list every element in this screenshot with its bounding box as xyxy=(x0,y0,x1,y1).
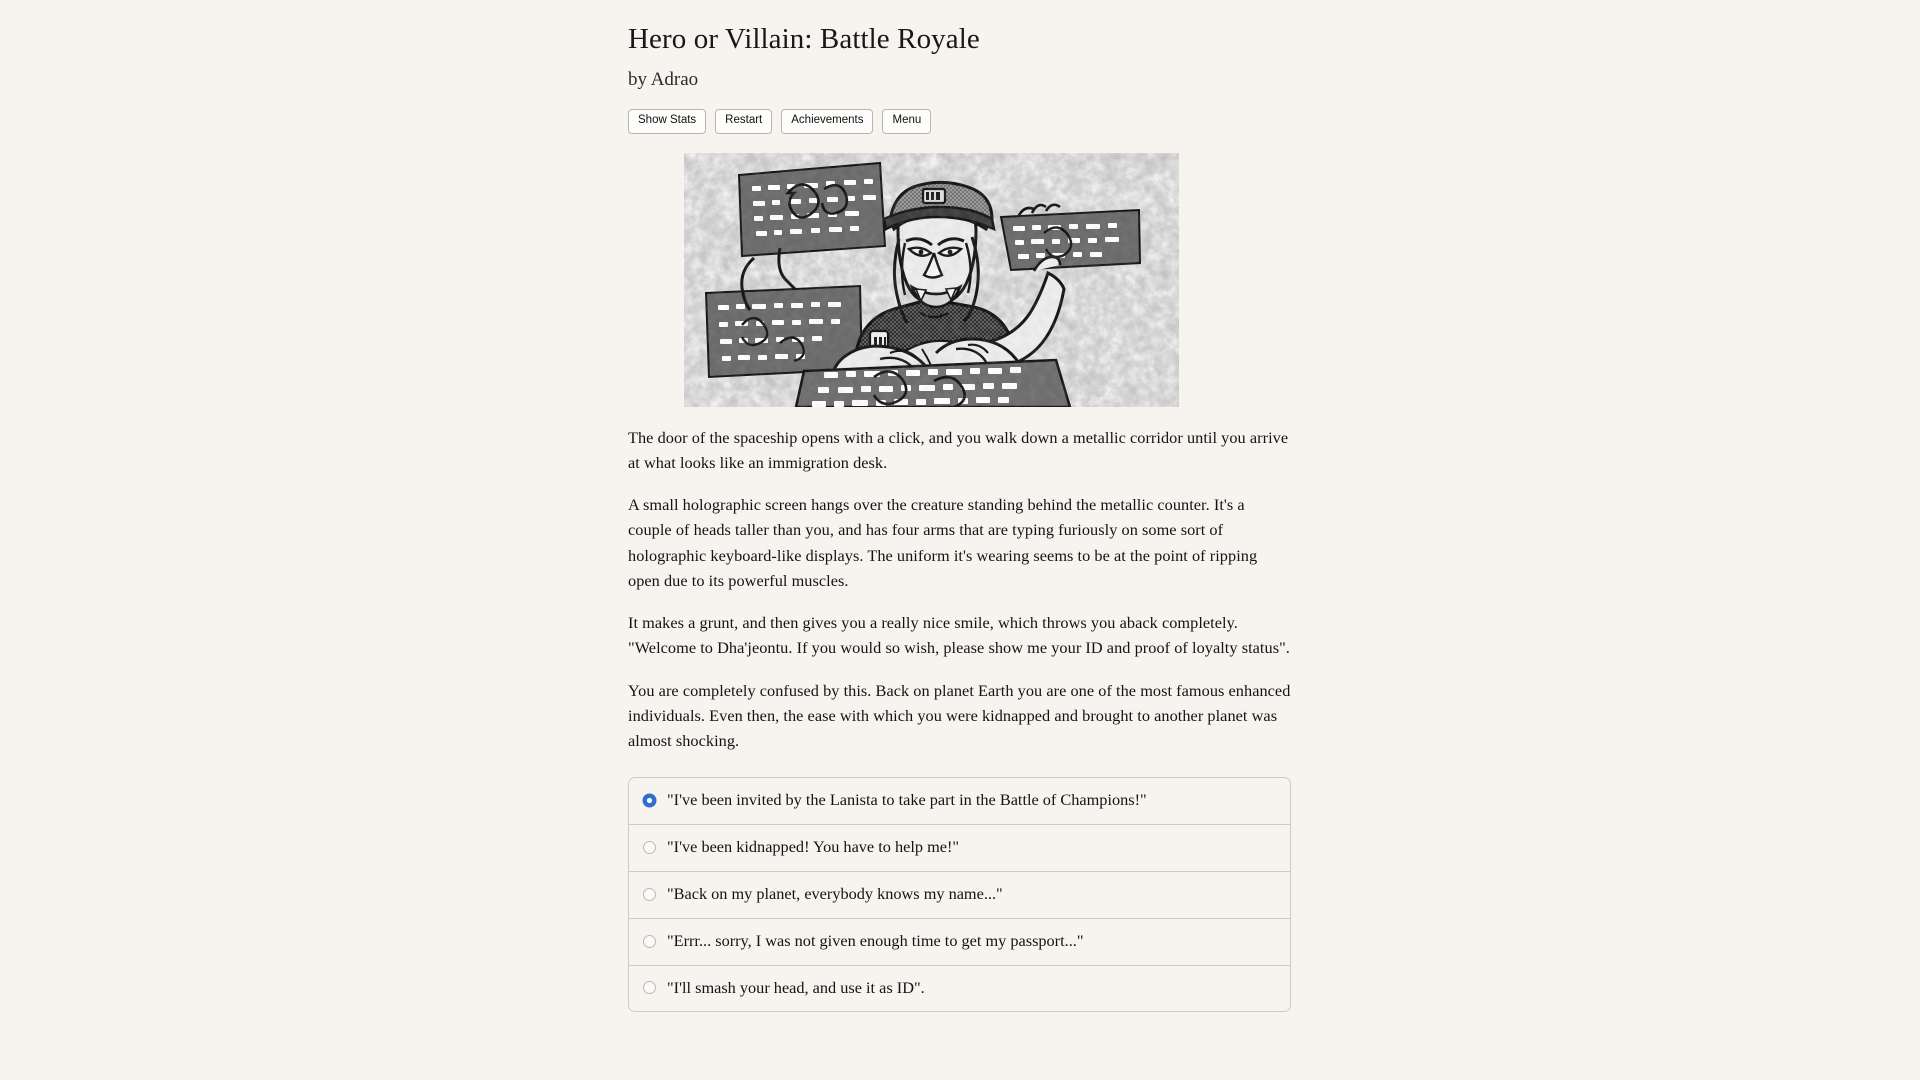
choice-label: "Back on my planet, everybody knows my name..." xyxy=(667,883,1003,903)
choice-label: "I've been invited by the Lanista to take part in the Battle of Champions!" xyxy=(667,790,1147,810)
choice-label: "I've been kidnapped! You have to help me!" xyxy=(667,837,960,857)
show-stats-button[interactable]: Show Stats xyxy=(628,109,706,134)
menu-button[interactable]: Menu xyxy=(882,109,931,134)
story-paragraph: The door of the spaceship opens with a click, and you walk down a metallic corridor until you arrive at what looks like an immigration desk. xyxy=(628,427,1289,472)
toolbar xyxy=(628,92,1291,134)
choice-label: "I'll smash your head, and use it as ID". xyxy=(667,977,925,997)
author-byline: by Adrao xyxy=(628,69,699,91)
content-column xyxy=(628,0,1291,1012)
choice-list xyxy=(628,777,1291,1012)
radio-button-icon[interactable] xyxy=(643,794,656,807)
story-paragraph: You are completely confused by this. Back on planet Earth you are one of the most famous enhanced individuals. Even then, the ease with which you were kidnapped and brought to another planet was almost shocking. xyxy=(628,680,1291,751)
radio-button-icon[interactable] xyxy=(643,841,656,854)
choice-option[interactable] xyxy=(629,919,1290,966)
radio-button-icon[interactable] xyxy=(643,888,656,901)
story-text xyxy=(628,407,1291,754)
story-paragraph: It makes a grunt, and then gives you a really nice smile, which throws you aback completely. "Welcome to Dha'jeontu. If you would so wish, please show me your ID and proof of loyalty status". xyxy=(628,613,1290,658)
choice-option[interactable] xyxy=(629,778,1290,825)
radio-button-icon[interactable] xyxy=(643,981,656,994)
restart-button[interactable]: Restart xyxy=(715,109,772,134)
radio-button-icon[interactable] xyxy=(643,935,656,948)
achievements-button[interactable]: Achievements xyxy=(781,109,873,134)
choice-label: "Errr... sorry, I was not given enough time to get my passport..." xyxy=(667,930,1084,950)
page-title: Hero or Villain: Battle Royale xyxy=(628,23,980,55)
story-paragraph: A small holographic screen hangs over the creature standing behind the metallic counter. It's a couple of heads taller than you, and has four arms that are typing furiously on some sort of holographic keyboard-like displays. The uniform it's wearing seems to be at the point of ripping open due to its powerful muscles. xyxy=(628,495,1258,590)
scene-illustration-icon xyxy=(684,153,1179,407)
choice-option[interactable] xyxy=(629,872,1290,919)
illustration-container xyxy=(684,153,1179,407)
choice-option[interactable] xyxy=(629,966,1290,1012)
choice-option[interactable] xyxy=(629,825,1290,872)
